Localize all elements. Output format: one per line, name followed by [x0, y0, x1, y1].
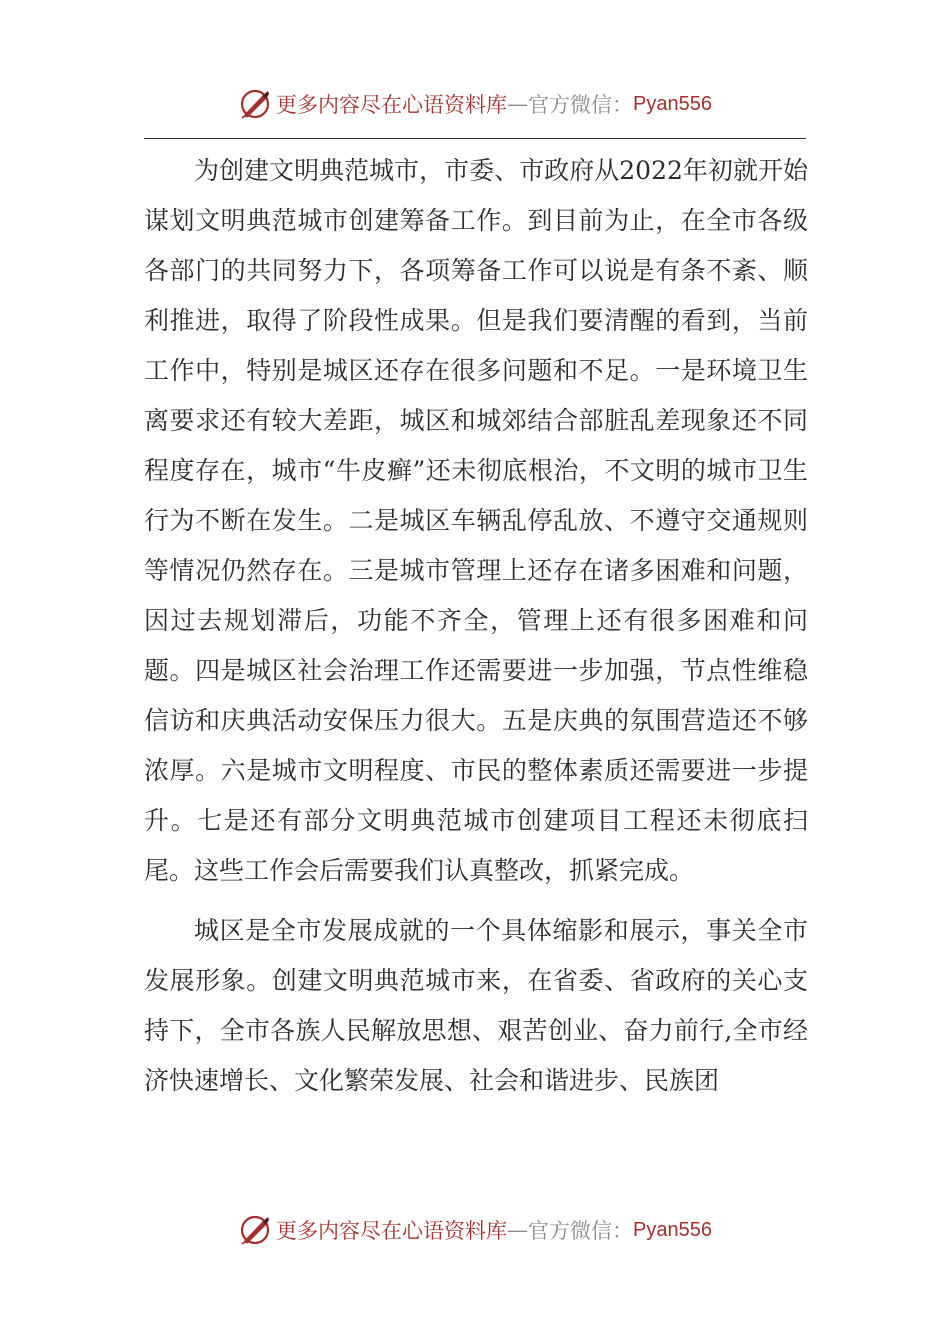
pen-logo-icon [238, 87, 272, 121]
document-body [144, 146, 808, 1106]
paragraph-1: 为创建文明典范城市，市委、市政府从2022年初就开始谋划文明典范城市创建筹备工作。到目前为止，在全市各级各部门的共同努力下，各项筹备工作可以说是有条不紊、顺利推进，取得了阶段性成果。但是我们要清醒的看到，当前工作中，特别是城区还存在很多问题和不足。一是环境卫生离要求还有较大差距，城区和城郊结合部脏乱差现象还不同程度存在，城市“牛皮癣”还未彻底根治，不文明的城市卫生行为不断在发生。二是城区车辆乱停乱放、不遵守交通规则等情况仍然存在。三是城市管理上还存在诸多困难和问题，因过去规划滞后，功能不齐全，管理上还有很多困难和问题。四是城区社会治理工作还需要进一步加强，节点性维稳信访和庆典活动安保压力很大。五是庆典的氛围营造还不够浓厚。六是城市文明程度、市民的整体素质还需要进一步提升。七是还有部分文明典范城市创建项目工程还未彻底扫尾。这些工作会后需要我们认真整改，抓紧完成。 [144, 156, 808, 885]
header-separator: — [507, 92, 529, 116]
header-divider [144, 138, 806, 139]
footer-banner [0, 1210, 950, 1250]
header-wechat-label: 官方微信： [528, 93, 634, 117]
footer-wechat-id: Pyan556 [633, 1218, 712, 1241]
header-wechat-id: Pyan556 [633, 92, 712, 115]
footer-separator: — [507, 1218, 529, 1242]
header-site-name: 更多内容尽在心语资料库 [276, 93, 508, 117]
footer-wechat-label: 官方微信： [528, 1219, 634, 1243]
paragraph-2: 城区是全市发展成就的一个具体缩影和展示，事关全市发展形象。创建文明典范城市来，在省委、省政府的关心支持下，全市各族人民解放思想、艰苦创业、奋力前行,全市经济快速增长、文化繁荣发展、社会和谐进步、民族团 [144, 916, 808, 1095]
pen-logo-icon [238, 1213, 272, 1247]
footer-site-name: 更多内容尽在心语资料库 [276, 1219, 508, 1243]
header-banner [0, 84, 950, 124]
